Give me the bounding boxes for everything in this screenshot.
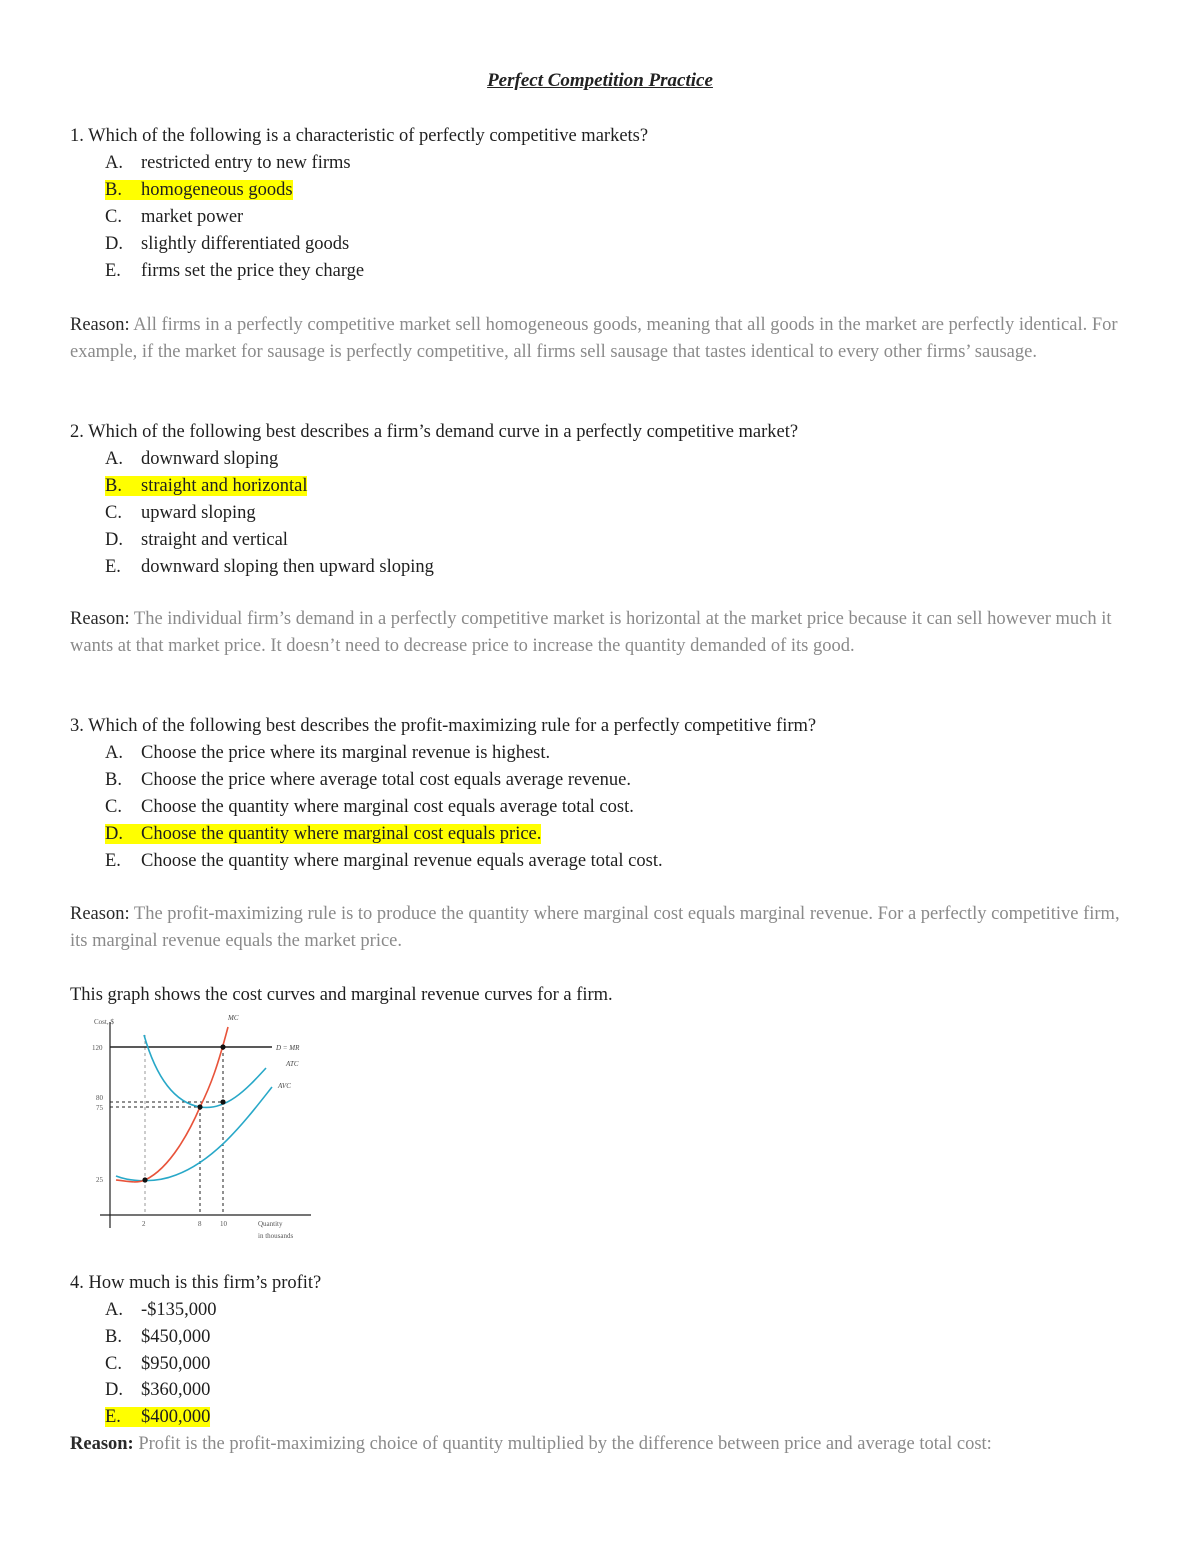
reason-label: Reason: <box>70 1434 134 1454</box>
q2-reason <box>70 606 1130 660</box>
option-letter: D. <box>105 530 123 550</box>
reason-text: The profit-maximizing rule is to produce the quantity where marginal cost equals marginal revenue. For a perfectly competitive firm, its marginal revenue equals the market price. <box>70 904 1120 951</box>
q3-option-b <box>105 767 631 794</box>
page-title: Perfect Competition Practice <box>487 70 713 91</box>
reason-label: Reason: <box>70 315 130 335</box>
option-text: -$135,000 <box>141 1300 217 1320</box>
q3-option-d <box>105 821 541 848</box>
option-letter: A. <box>105 153 123 173</box>
reason-text: The individual firm’s demand in a perfectly competitive market is horizontal at the market price because it can sell however much it wants at that market price. It doesn’t need to decrease price to increase the quantity demanded of its good. <box>70 609 1112 656</box>
avc-curve <box>116 1087 272 1181</box>
option-text: $450,000 <box>141 1327 211 1347</box>
y-tick-80: 80 <box>96 1094 103 1102</box>
y-tick-25: 25 <box>96 1176 103 1184</box>
data-point <box>197 1104 202 1109</box>
label-d-mr: D = MR <box>276 1044 300 1052</box>
y-tick-120: 120 <box>92 1044 103 1052</box>
option-letter: D. <box>105 824 123 844</box>
y-axis-label: Cost, $ <box>94 1018 114 1026</box>
option-letter: E. <box>105 1407 121 1427</box>
q3-reason <box>70 901 1130 955</box>
q1-reason <box>70 312 1130 366</box>
question-3: 3. Which of the following best describes the profit-maximizing rule for a perfectly competitive firm? <box>70 716 817 736</box>
option-letter: A. <box>105 1300 123 1320</box>
q2-option-c <box>105 500 256 527</box>
q3-option-a <box>105 740 550 767</box>
option-letter: D. <box>105 1380 123 1400</box>
option-letter: E. <box>105 261 121 281</box>
q4-option-a <box>105 1297 217 1324</box>
option-text: straight and vertical <box>141 530 288 550</box>
option-text: straight and horizontal <box>141 476 308 496</box>
q4-option-e <box>105 1404 210 1431</box>
question-4: 4. How much is this firm’s profit? <box>70 1273 322 1293</box>
option-text: Choose the quantity where marginal cost equals price. <box>141 824 542 844</box>
q4-reason <box>70 1431 1130 1458</box>
option-text: firms set the price they charge <box>141 261 365 281</box>
data-point <box>220 1044 225 1049</box>
option-text: restricted entry to new firms <box>141 153 351 173</box>
option-text: $950,000 <box>141 1354 211 1374</box>
option-text: Choose the quantity where marginal cost equals average total cost. <box>141 797 634 817</box>
option-text: homogeneous goods <box>141 180 293 200</box>
q1-option-b <box>105 177 293 204</box>
option-text: Choose the quantity where marginal revenue equals average total cost. <box>141 851 663 871</box>
q4-option-d <box>105 1377 210 1404</box>
q4-option-c <box>105 1351 210 1378</box>
option-text: slightly differentiated goods <box>141 234 350 254</box>
reason-text: Profit is the profit-maximizing choice of quantity multiplied by the difference between price and average total cost: <box>138 1434 992 1454</box>
question-2: 2. Which of the following best describes a firm’s demand curve in a perfectly competitive market? <box>70 422 799 442</box>
data-point <box>142 1177 147 1182</box>
option-letter: C. <box>105 207 122 227</box>
reason-text: All firms in a perfectly competitive market sell homogeneous goods, meaning that all goods in the market are perfectly identical. For example, if the market for sausage is perfectly competitive, all firms sell sausage that tastes identical to every other firms’ sausage. <box>70 315 1118 362</box>
option-text: downward sloping <box>141 449 279 469</box>
label-atc: ATC <box>286 1060 299 1068</box>
option-letter: C. <box>105 503 122 523</box>
x-axis-label-1: Quantity <box>258 1220 283 1228</box>
x-tick-10: 10 <box>220 1220 227 1228</box>
x-axis-label-2: in thousands <box>258 1232 294 1240</box>
q3-option-e <box>105 848 663 875</box>
reason-label: Reason: <box>70 609 130 629</box>
q4-option-b <box>105 1324 210 1351</box>
q3-option-c <box>105 794 634 821</box>
mc-curve <box>116 1027 228 1182</box>
q1-option-c <box>105 204 243 231</box>
question-1: 1. Which of the following is a characteristic of perfectly competitive markets? <box>70 126 649 146</box>
option-text: $360,000 <box>141 1380 211 1400</box>
x-tick-2: 2 <box>142 1220 146 1228</box>
q2-option-b <box>105 473 307 500</box>
q2-option-a <box>105 446 278 473</box>
option-letter: B. <box>105 180 122 200</box>
reason-label: Reason: <box>70 904 130 924</box>
option-text: Choose the price where average total cost equals average revenue. <box>141 770 632 790</box>
option-letter: E. <box>105 557 121 577</box>
q1-option-e <box>105 258 364 285</box>
option-text: $400,000 <box>141 1407 211 1427</box>
x-tick-8: 8 <box>198 1220 202 1228</box>
cost-curves-graph <box>76 1010 336 1245</box>
y-tick-75: 75 <box>96 1104 103 1112</box>
option-letter: B. <box>105 476 122 496</box>
option-letter: B. <box>105 770 122 790</box>
option-letter: C. <box>105 1354 122 1374</box>
option-letter: A. <box>105 449 123 469</box>
q1-option-a <box>105 150 351 177</box>
label-mc: MC <box>228 1014 239 1022</box>
option-text: upward sloping <box>141 503 256 523</box>
option-text: Choose the price where its marginal revenue is highest. <box>141 743 551 763</box>
option-text: downward sloping then upward sloping <box>141 557 434 577</box>
option-text: market power <box>141 207 244 227</box>
q2-option-d <box>105 527 288 554</box>
data-point <box>220 1099 225 1104</box>
option-letter: A. <box>105 743 123 763</box>
option-letter: C. <box>105 797 122 817</box>
option-letter: E. <box>105 851 121 871</box>
q2-option-e <box>105 554 434 581</box>
label-avc: AVC <box>278 1082 291 1090</box>
graph-intro: This graph shows the cost curves and marginal revenue curves for a firm. <box>70 985 613 1005</box>
option-letter: D. <box>105 234 123 254</box>
option-letter: B. <box>105 1327 122 1347</box>
q1-option-d <box>105 231 349 258</box>
